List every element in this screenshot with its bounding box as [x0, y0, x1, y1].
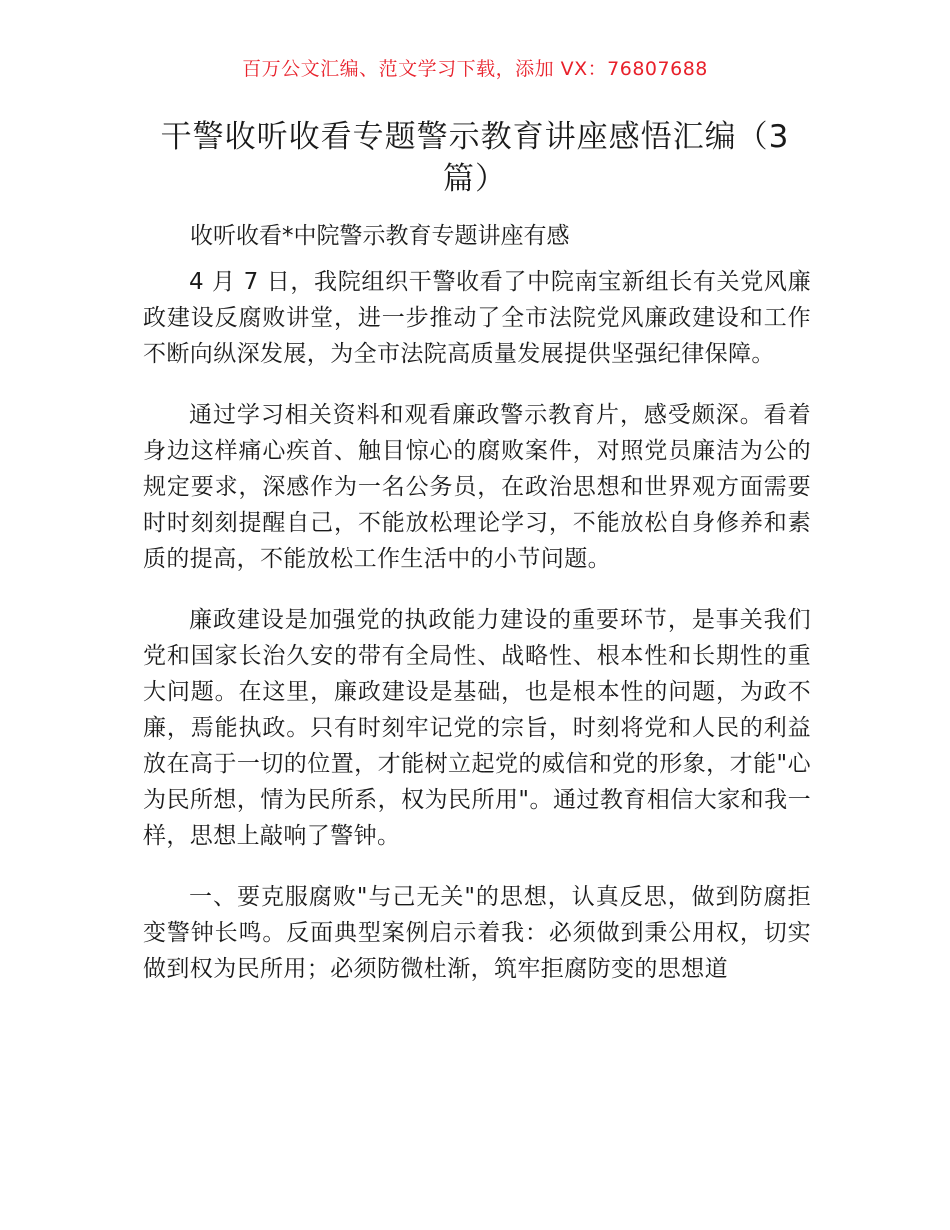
document-body	[143, 264, 811, 1012]
paragraph: 通过学习相关资料和观看廉政警示教育片，感受颇深。看着身边这样痛心疾首、触目惊心的腐败案件，对照党员廉洁为公的规定要求，深感作为一名公务员，在政治思想和世界观方面需要时时刻刻提醒自己，不能放松理论学习，不能放松自身修养和素质的提高，不能放松工作生活中的小节问题。	[143, 402, 811, 572]
document-subtitle: 收听收看*中院警示教育专题讲座有感	[190, 223, 570, 249]
document-title: 干警收听收看专题警示教育讲座感悟汇编（3篇）	[160, 119, 790, 197]
watermark-header: 百万公文汇编、范文学习下载，添加 VX：76807688	[242, 58, 708, 80]
paragraph: 4 月 7 日，我院组织干警收看了中院南宝新组长有关党风廉政建设反腐败讲堂，进一步推动了全市法院党风廉政建设和工作不断向纵深发展，为全市法院高质量发展提供坚强纪律保障。	[143, 269, 811, 367]
paragraph: 廉政建设是加强党的执政能力建设的重要环节，是事关我们党和国家长治久安的带有全局性、战略性、根本性和长期性的重大问题。在这里，廉政建设是基础，也是根本性的问题，为政不廉，焉能执政。只有时刻牢记党的宗旨，时刻将党和人民的利益放在高于一切的位置，才能树立起党的威信和党的形象，才能"心为民所想，情为民所系，权为民所用"。通过教育相信大家和我一样，思想上敲响了警钟。	[143, 607, 811, 849]
paragraph: 一、要克服腐败"与己无关"的思想，认真反思，做到防腐拒变警钟长鸣。反面典型案例启示着我：必须做到秉公用权，切实做到权为民所用；必须防微杜渐，筑牢拒腐防变的思想道	[143, 884, 811, 982]
